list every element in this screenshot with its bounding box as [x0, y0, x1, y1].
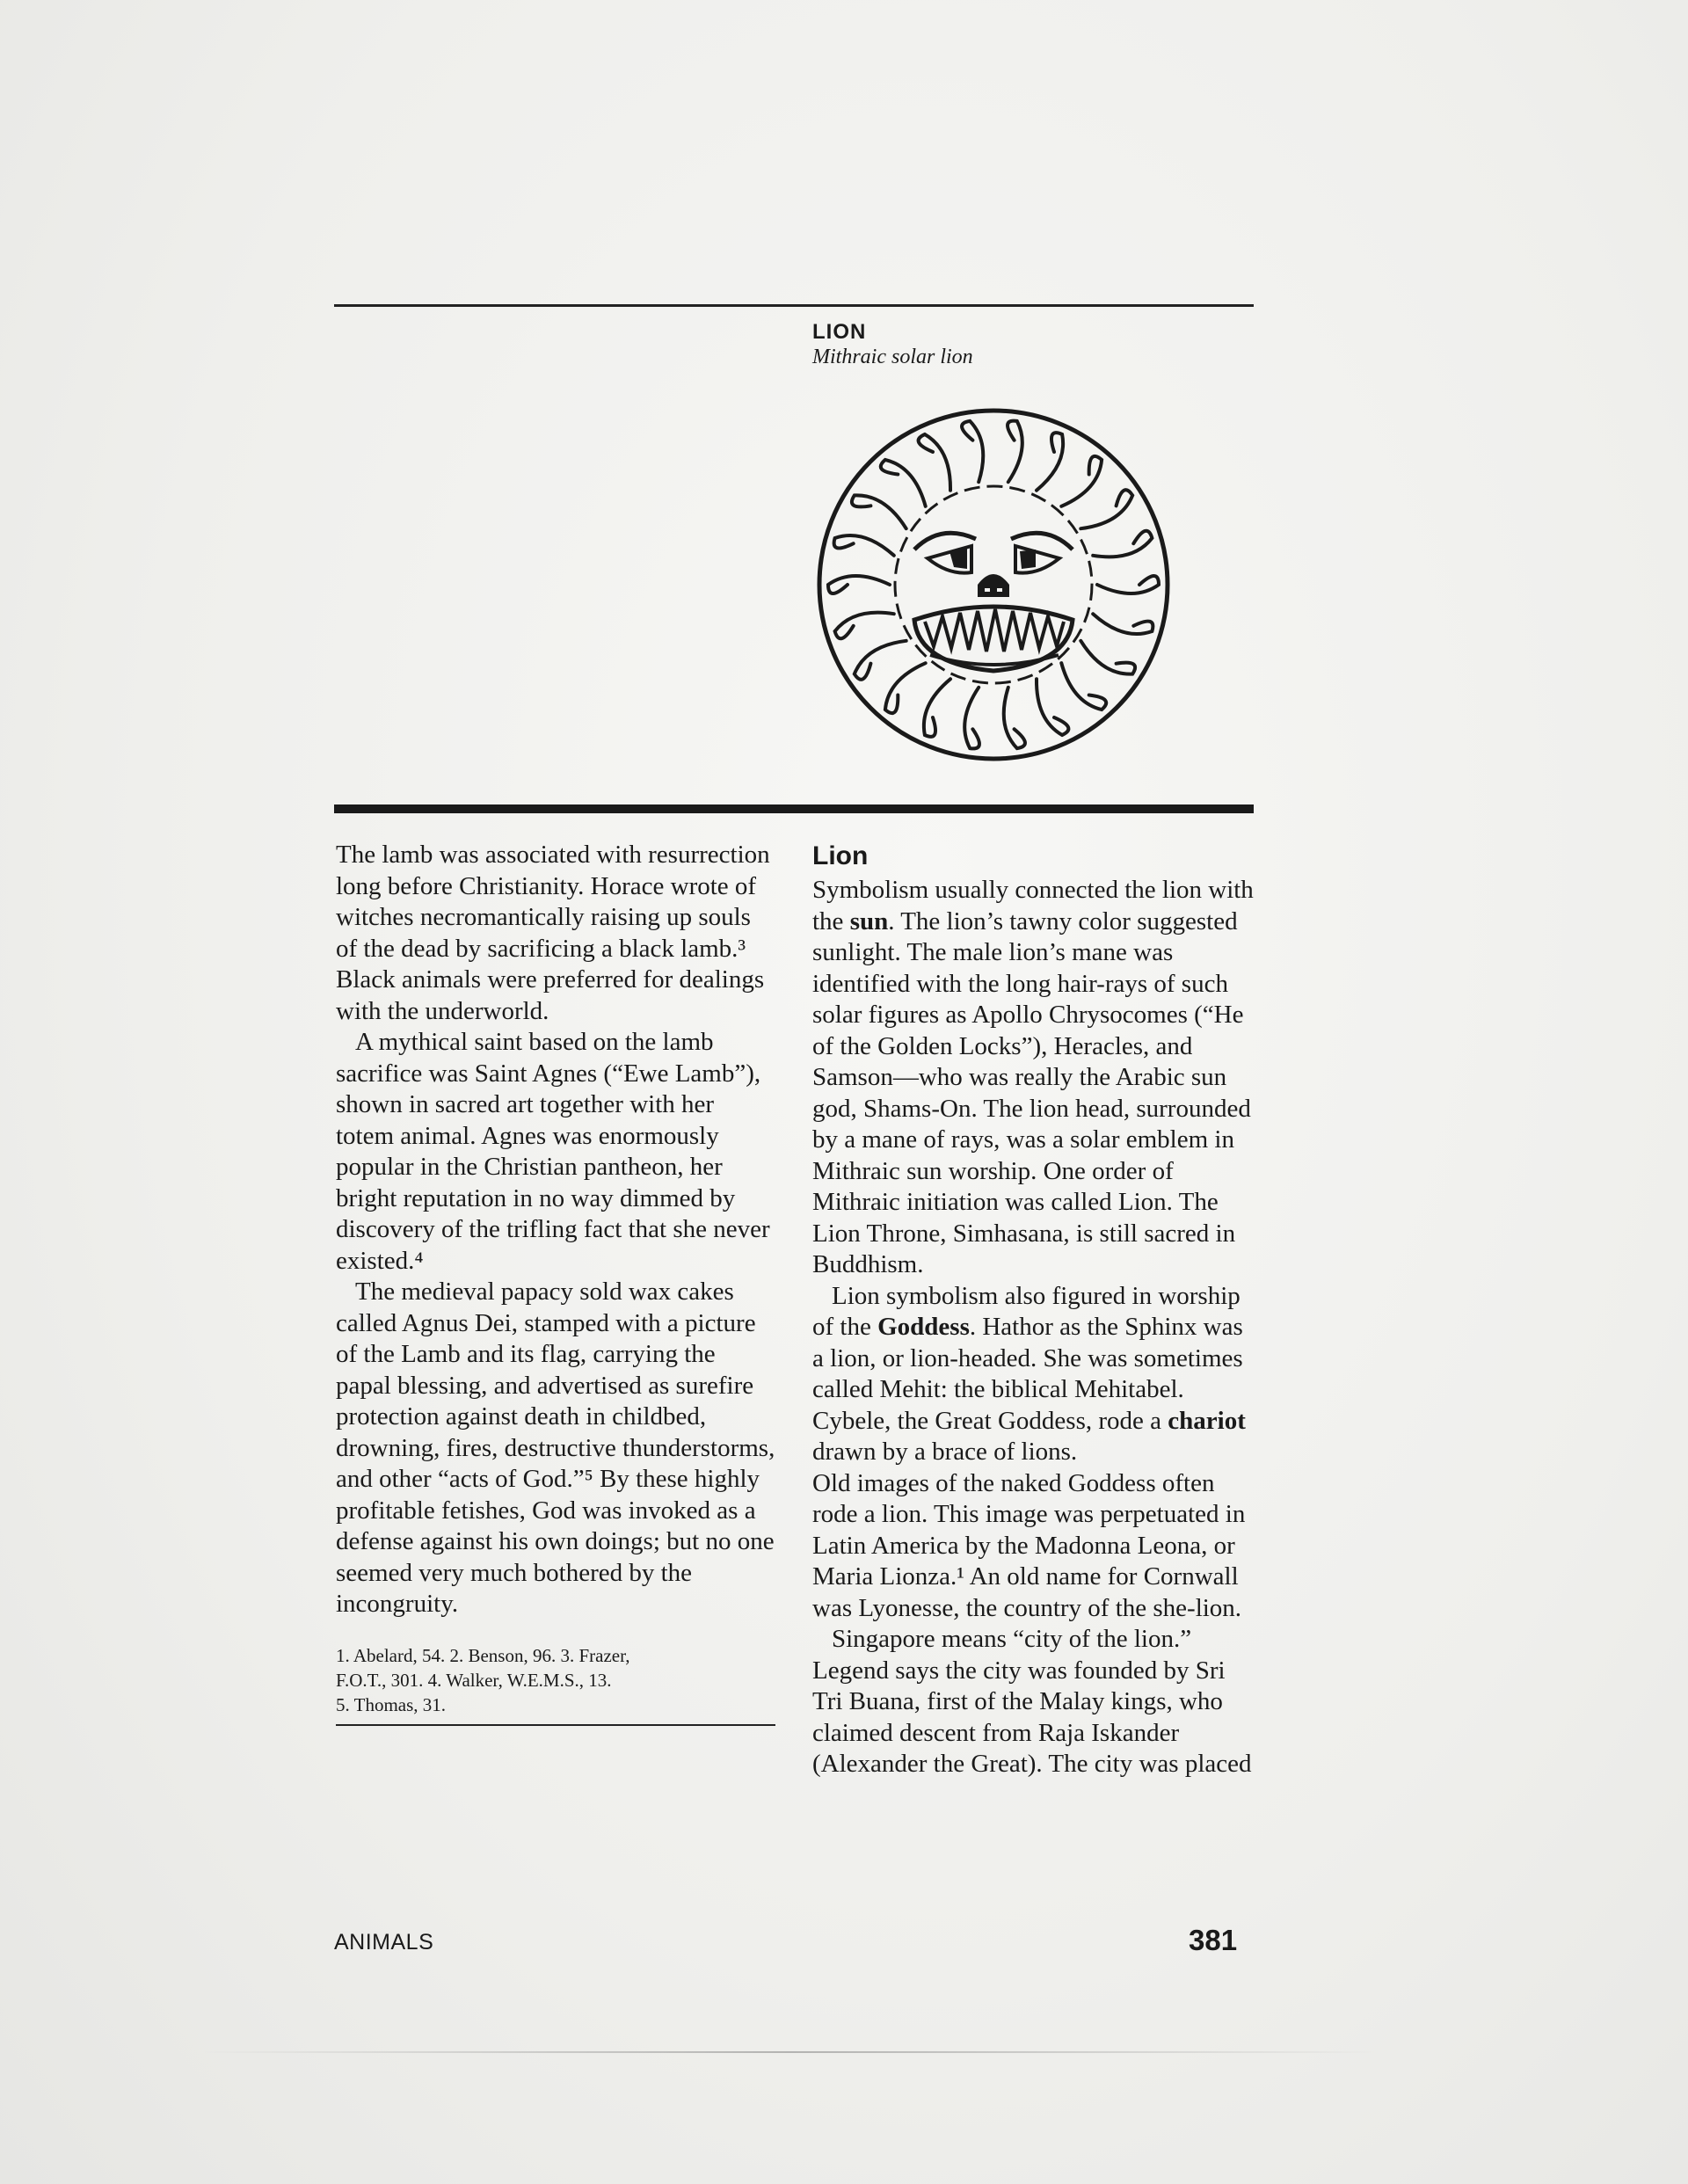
paragraph: The lamb was associated with resurrection long before Christianity. Horace wrote of witches necromantically raising up souls of the dead by sacrificing a black lamb.³ Black animals were preferred for dealings with the underworld.: [336, 841, 770, 1025]
cross-reference: chariot: [1168, 1406, 1246, 1435]
mane-curl: [1097, 576, 1159, 593]
mane-curl: [1008, 421, 1022, 483]
figure-label: LION: [812, 320, 867, 344]
scan-artifact-line: [202, 2051, 1380, 2053]
mane-curl: [855, 641, 906, 680]
section-name: ANIMALS: [334, 1930, 434, 1955]
mane-curl: [834, 535, 894, 556]
cross-reference: Goddess: [877, 1313, 970, 1341]
mane-curl: [962, 421, 983, 482]
mane-curl: [1037, 433, 1063, 491]
mane-curl: [1037, 679, 1068, 735]
paragraph: [812, 875, 1256, 1281]
mane-curl: [964, 688, 979, 749]
mane-curl: [1093, 531, 1152, 557]
mane-curl: [919, 434, 950, 491]
paragraph: Singapore means “city of the lion.” Legend says the city was founded by Sri Tri Buana, first of the Malay kings, who claimed descent from Raja Iskander (Alexander the Great). The city was placed: [812, 1625, 1252, 1778]
section-rule: [334, 804, 1254, 813]
mane-curl: [1004, 688, 1025, 748]
footnotes: [336, 1643, 775, 1726]
mithraic-lion-illustration: [809, 400, 1178, 769]
mane-curl: [885, 663, 926, 713]
paragraph: The medieval papacy sold wax cakes called Agnus Dei, stamped with a picture of the Lamb and its flag, carrying the papal blessing, and advertised as surefire protection against death in childbed, drowning, fires, destructive thunderstorms, and other “acts of God.”⁵ By these highly profitable fetishes, God was invoked as a defense against his own doings; but no one seemed very much bothered by the incongruity.: [336, 1278, 775, 1618]
cross-reference: sun: [849, 906, 889, 935]
text-run: drawn by a brace of lions.: [812, 1438, 1078, 1466]
text-run: . The lion’s tawny color suggested sunlight. The male lion’s mane was identified with the long hair-rays of such solar figures as Apollo Chrysocomes (“He of the Golden Locks”), Heracles, and Samson—who was really the Arabic sun god, Shams-On. The lion head, surrounded by a mane of rays, was a solar emblem in Mithraic sun worship. One order of Mithraic initiation was called Lion. The Lion Throne, Simhasana, is still sacred in Buddhism.: [812, 906, 1251, 1278]
footnote-line: F.O.T., 301. 4. Walker, W.E.M.S., 13.: [336, 1669, 612, 1691]
mane-curl: [924, 679, 950, 737]
paragraph: [812, 1281, 1256, 1468]
mane-curl: [881, 460, 926, 506]
right-column: [812, 840, 1256, 1780]
mane-curl: [1061, 663, 1106, 710]
paragraph: Old images of the naked Goddess often rode a lion. This image was perpetuated in Latin America by the Madonna Leona, or Maria Lionza.¹ An old name for Cornwall was Lyonesse, the country of the she-lion.: [812, 1468, 1246, 1622]
paragraph: A mythical saint based on the lamb sacrifice was Saint Agnes (“Ewe Lamb”), shown in sacred art together with her totem animal. Agnes was enormously popular in the Christian pantheon, her bright reputation in no way dimmed by discovery of the trifling fact that she never existed.⁴: [336, 1028, 770, 1275]
text-run: . Hathor as the Sphinx was a lion, or lion-headed. She was sometimes called Mehit: the biblical Mehitabel. Cybele, the Great Goddess, rode a: [812, 1313, 1243, 1435]
mane-curl: [828, 576, 890, 593]
mane-curl: [1061, 456, 1102, 506]
page-number: 381: [1189, 1924, 1238, 1956]
mane-curl: [1093, 614, 1153, 634]
mane-curl: [852, 495, 906, 528]
entry-heading: Lion: [812, 841, 869, 870]
left-column: [336, 840, 775, 1726]
top-rule: [334, 304, 1254, 307]
footnote-line: 1. Abelard, 54. 2. Benson, 96. 3. Frazer,: [336, 1644, 630, 1666]
footnote-line: 5. Thomas, 31.: [336, 1693, 447, 1715]
text-run: Lion symbolism also figured in worship of the: [812, 1281, 1241, 1341]
text-run: Symbolism usually connected the lion with the: [812, 876, 1254, 935]
figure-caption: Mithraic solar lion: [812, 346, 973, 368]
mane-curl: [835, 613, 894, 639]
mane-curl: [1080, 490, 1132, 528]
mane-curl: [1080, 641, 1135, 674]
